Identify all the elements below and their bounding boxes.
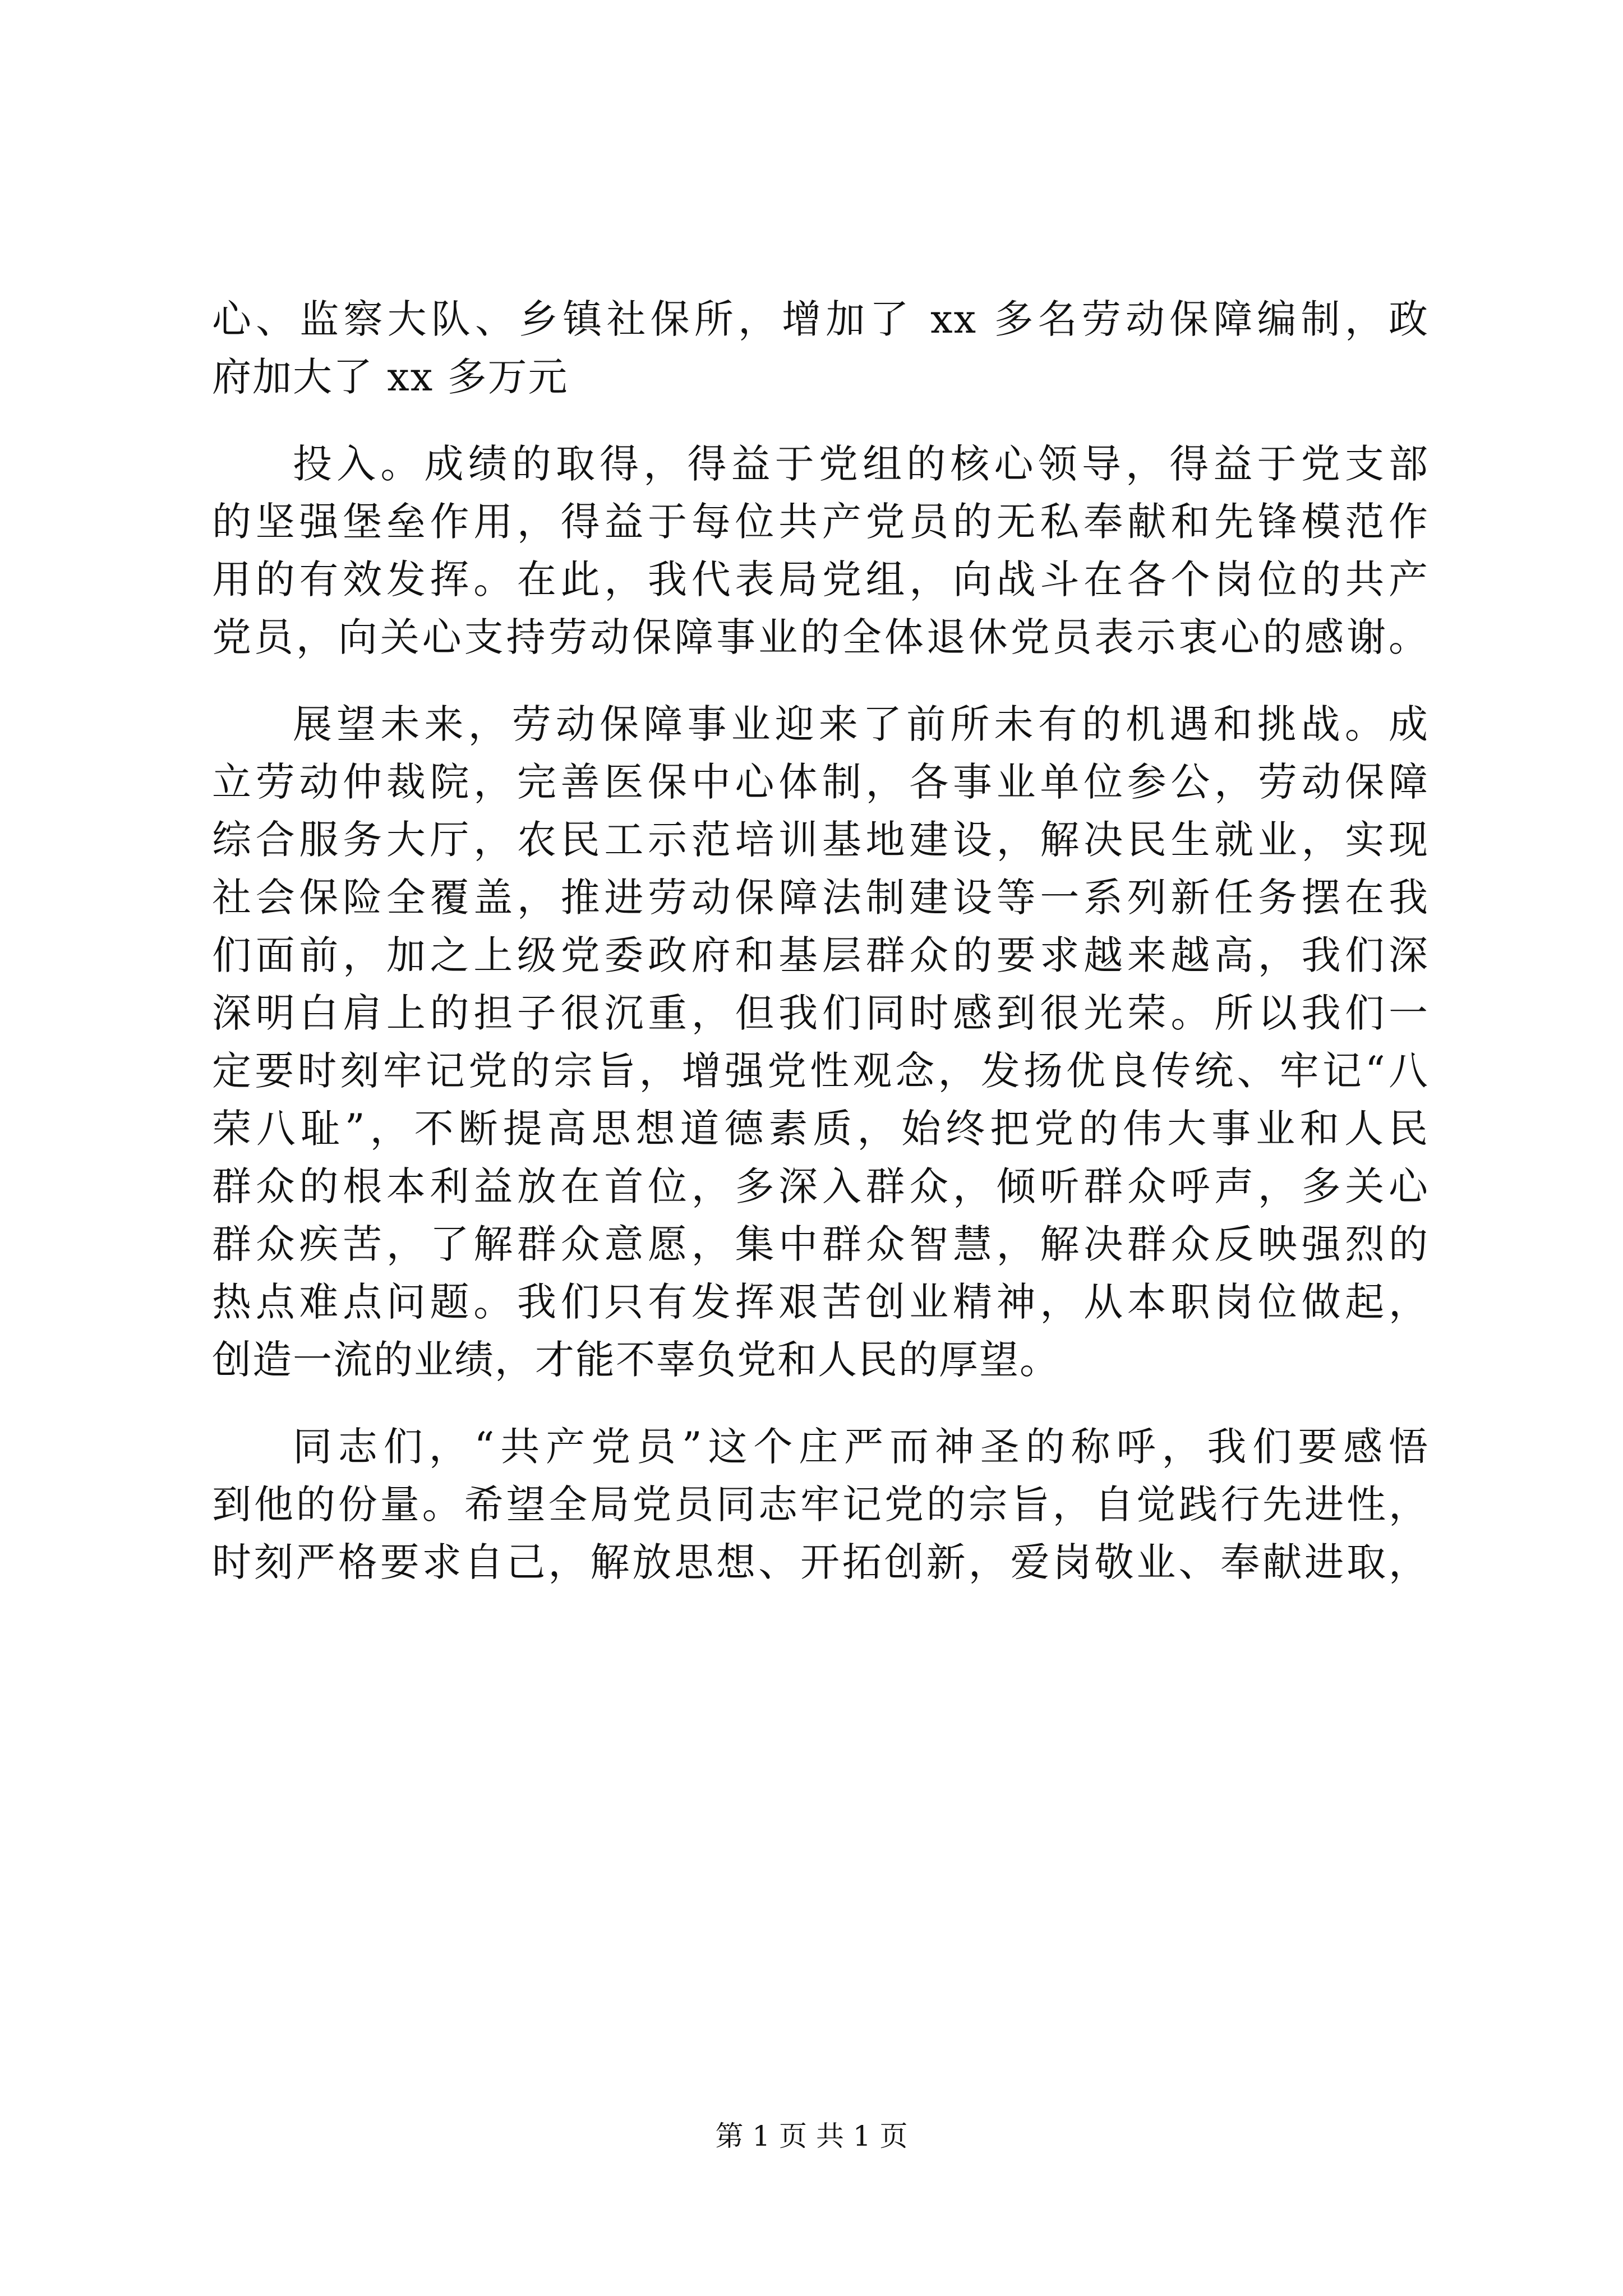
text-line: 群众的根本利益放在首位，多深入群众，倾听群众呼声，多关心	[212, 1163, 1429, 1209]
text-line: 同志们，“共产党员”这个庄严而神圣的称呼，我们要感悟	[293, 1424, 1429, 1470]
text-line: 综合服务大厅，农民工示范培训基地建设，解决民生就业，实现	[212, 817, 1429, 863]
text-line: 们面前，加之上级党委政府和基层群众的要求越来越高，我们深	[212, 932, 1429, 978]
text-line: 投入。成绩的取得，得益于党组的核心领导，得益于党支部	[293, 441, 1429, 487]
text-line: 心、监察大队、乡镇社保所，增加了 xx 多名劳动保障编制，政	[212, 296, 1429, 342]
text-line: 热点难点问题。我们只有发挥艰苦创业精神，从本职岗位做起，	[212, 1279, 1429, 1325]
text-line: 展望未来，劳动保障事业迎来了前所未有的机遇和挑战。成	[293, 701, 1429, 747]
text-line: 党员，向关心支持劳动保障事业的全体退休党员表示衷心的感谢。	[212, 614, 1429, 660]
text-line: 用的有效发挥。在此，我代表局党组，向战斗在各个岗位的共产	[212, 556, 1429, 602]
text-line: 时刻严格要求自己，解放思想、开拓创新，爱岗敬业、奉献进取，	[212, 1539, 1429, 1585]
page-footer: 第 1 页 共 1 页	[715, 2120, 908, 2152]
paragraph-gap	[212, 666, 1429, 696]
text-line: 社会保险全覆盖，推进劳动保障法制建设等一系列新任务摆在我	[212, 875, 1429, 921]
document-body	[212, 291, 1429, 1591]
text-line: 的坚强堡垒作用，得益于每位共产党员的无私奉献和先锋模范作	[212, 499, 1429, 545]
text-line: 荣八耻”，不断提高思想道德素质，始终把党的伟大事业和人民	[212, 1106, 1429, 1152]
paragraph-gap	[212, 1389, 1429, 1418]
text-line: 群众疾苦，了解群众意愿，集中群众智慧，解决群众反映强烈的	[212, 1221, 1429, 1267]
text-line: 到他的份量。希望全局党员同志牢记党的宗旨，自觉践行先进性，	[212, 1481, 1429, 1527]
text-line: 定要时刻牢记党的宗旨，增强党性观念，发扬优良传统、牢记“八	[212, 1048, 1429, 1094]
text-line: 府加大了 xx 多万元	[212, 354, 569, 400]
text-line: 创造一流的业绩，才能不辜负党和人民的厚望。	[212, 1337, 1060, 1383]
text-line: 立劳动仲裁院，完善医保中心体制，各事业单位参公，劳动保障	[212, 759, 1429, 805]
text-line: 深明白肩上的担子很沉重，但我们同时感到很光荣。所以我们一	[212, 990, 1429, 1036]
paragraph-gap	[212, 406, 1429, 435]
